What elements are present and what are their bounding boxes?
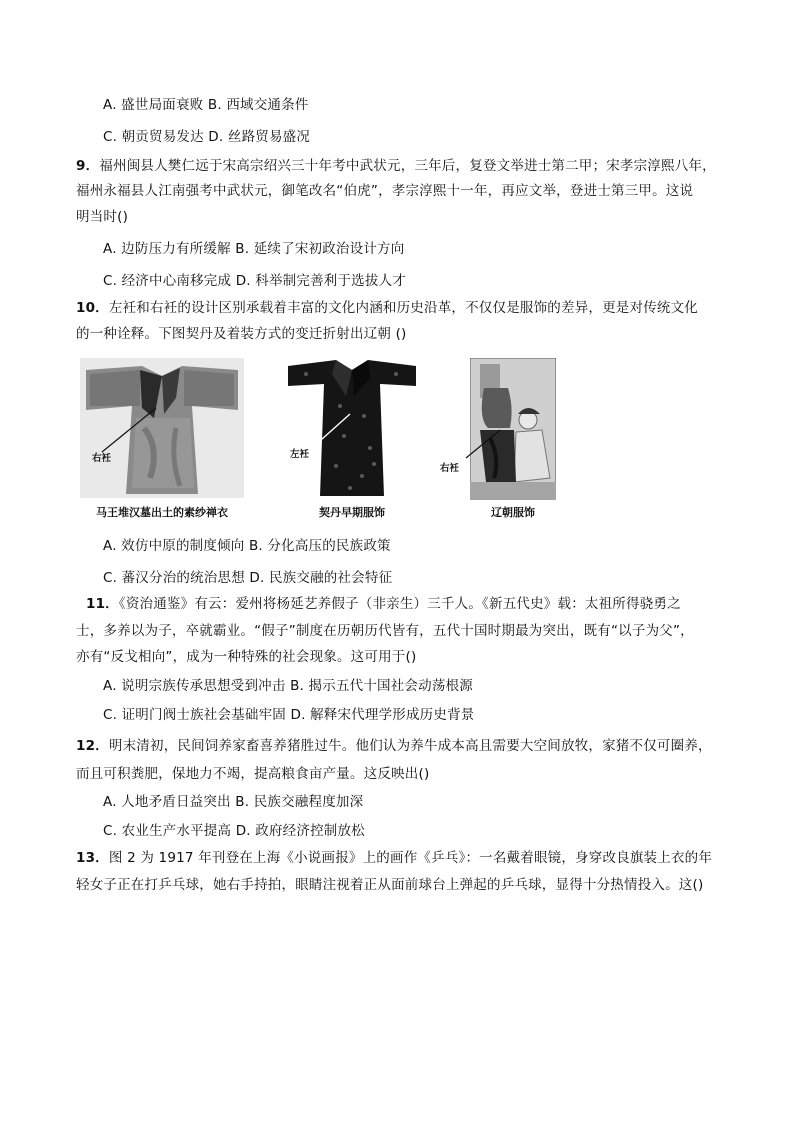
figure-3-callout: 右衽	[440, 463, 460, 474]
figure-1-caption: 马王堆汉墓出土的素纱禅衣	[96, 506, 228, 519]
q11-option-ab: A. 说明宗族传承思想受到冲击 B. 揭示五代十国社会动荡根源	[103, 678, 473, 694]
q13-stem-2: 轻女子正在打乒乓球，她右手持拍，眼睛注视着正从面前球台上弹起的乒乓球，显得十分热情投入。这()	[76, 877, 704, 893]
figure-2-caption: 契丹早期服饰	[319, 506, 385, 519]
q11-option-cd: C. 证明门阀士族社会基础牢固 D. 解释宋代理学形成历史背景	[103, 707, 475, 723]
q13-line-1	[76, 848, 712, 868]
q10-option-ab: A. 效仿中原的制度倾向 B. 分化高压的民族政策	[103, 538, 391, 554]
q11-stem-3: 亦有“反戈相向”，成为一种特殊的社会现象。这可用于()	[76, 649, 417, 665]
q11-number: 11．	[86, 596, 119, 612]
q8-option-cd: C. 朝贡贸易发达 D. 丝路贸易盛况	[103, 129, 311, 145]
q9-option-cd: C. 经济中心南移完成 D. 科举制完善利于选拔人才	[103, 273, 406, 289]
figure-2-callout: 左衽	[290, 449, 310, 460]
q9-stem-2: 福州永福县人江南强考中武状元，御笔改名“伯虎”，孝宗淳熙十一年，再应文举，登进士第三甲。这说	[76, 183, 694, 199]
leader-line-2	[310, 412, 354, 452]
leader-line-3	[464, 428, 504, 462]
q11-stem-2: 士，多养以为子，卒就霸业。“假子”制度在历朝历代皆有，五代十国时期最为突出，既有“以子为父”，	[76, 623, 694, 639]
q12-line-1	[76, 736, 712, 756]
figure-mawangdui-robe	[80, 358, 244, 498]
q10-option-cd: C. 蕃汉分治的统治思想 D. 民族交融的社会特征	[103, 570, 393, 586]
q10-number: 10．	[76, 300, 109, 316]
figure-khitan-costume	[284, 356, 420, 498]
figure-3-caption: 辽朝服饰	[491, 506, 535, 519]
q9-stem-3: 明当时()	[76, 209, 129, 225]
q10-line-1	[76, 298, 698, 318]
q10-stem-2: 的一种诠释。下图契丹及着装方式的变迁折射出辽朝 ()	[76, 326, 407, 342]
q9-stem-1: 福州闽县人樊仁远于宋高宗绍兴三十年考中武状元，三年后，复登文举进士第二甲；宋孝宗淳熙八年，	[99, 158, 716, 174]
q9-line-1	[76, 156, 716, 176]
leader-line-1	[100, 406, 160, 456]
q13-number: 13．	[76, 850, 109, 866]
q11-line-1	[86, 594, 681, 614]
q12-stem-2: 而且可积粪肥，保地力不竭，提高粮食亩产量。这反映出()	[76, 766, 430, 782]
figure-1-callout: 右衽	[92, 453, 112, 464]
q11-stem-1: 《资治通鉴》有云：爱州将杨延艺养假子（非亲生）三千人。《新五代史》载：太祖所得骁勇之	[118, 596, 681, 612]
q10-stem-1: 左衽和右衽的设计区别承载着丰富的文化内涵和历史沿革，不仅仅是服饰的差异，更是对传统文化	[108, 300, 698, 316]
q8-option-ab: A. 盛世局面衰败 B. 西域交通条件	[103, 97, 309, 113]
q9-number: 9．	[76, 158, 100, 174]
q9-option-ab: A. 边防压力有所缓解 B. 延续了宋初政治设计方向	[103, 241, 405, 257]
q13-stem-1: 图 2 为 1917 年刊登在上海《小说画报》上的画作《乒乓》：一名戴着眼镜，身穿改良旗装上衣的年	[108, 850, 713, 866]
q12-number: 12．	[76, 738, 109, 754]
q12-option-cd: C. 农业生产水平提高 D. 政府经济控制放松	[103, 823, 365, 839]
q12-stem-1: 明末清初，民间饲养家畜喜养猪胜过牛。他们认为养牛成本高且需要大空间放牧，家猪不仅可圈养，	[108, 738, 712, 754]
figure-liao-costume	[470, 358, 556, 500]
q12-option-ab: A. 人地矛盾日益突出 B. 民族交融程度加深	[103, 794, 364, 810]
